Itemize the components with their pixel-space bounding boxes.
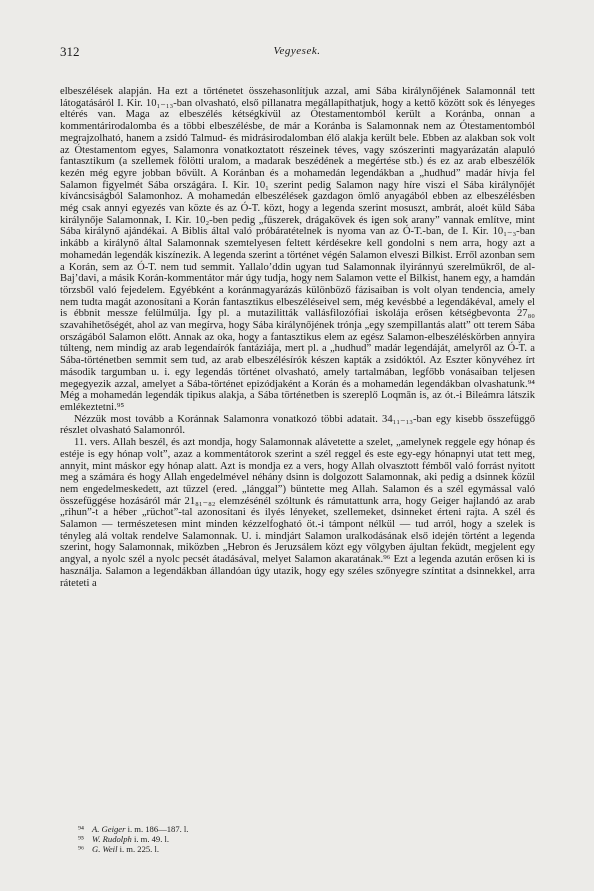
- footnote-ref: i. m. 225. l.: [117, 844, 160, 855]
- footnote: [78, 824, 518, 834]
- paragraph: 11. vers. Allah beszél, és azt mondja, hogy Salamonnak alávetette a szelet, „amelynek reggele egy hónap és estéje is egy hónap volt”, azaz a kommentátorok szerint a szél reggel és este egy-egy hónapnyi utat tett meg, annyit, mint máskor egy hónap alatt. Azt is mondja ez a vers, hogy Allah olvasztott fémből való forrást nyitott meg a számára és hogy Allah engedelmével néhány dsinn is dolgozott Salamonnak, aki pedig a dsinnek közül nem engedelmeskedett, azt tűzzel (ered. „lánggal”) büntette meg Allah. Salamon és a szél egymással való összefüggése hozásáról már 21₈₁₋₈₂ elemzésénél szóltunk és rámutattunk arra, hogy Geiger hajlandó az arab „rihun”-t a héber „rüchot”-tal azonosítani és ilyés lényeket, szellemeket, dsinneket érteni rajta. A szél és Salamon — természetesen mint minden kézzelfogható öt.-i támpont nélkül — tud arról, hogy a szelek is tényleg alá voltak rendelve Salamonnak. U. i. mindjárt Salamon uralkodásának első idején történt a legenda szerint, hogy Salamonnak, miközben „Hebron és Jeruzsálem közt egy völgyben ájultan feküdt, megjelent egy angyal, a nyolc szél a nyolc pecsét átadásával, melyet Salamon akaratának.⁹⁶ Ezt a legenda azután erősen ki is használja. Salamon a legendákban állandóan úgy utazik, hogy egy széles szőnyegre színtitat a dsinnekkel, arra ráteteti a: [60, 437, 535, 589]
- footnote-author: G. Weil: [92, 844, 118, 855]
- footnote-number: ⁹⁴: [78, 824, 84, 834]
- page-number: 312: [60, 44, 80, 59]
- footnotes: [78, 824, 518, 855]
- footnote: [78, 834, 518, 844]
- footnote-number: ⁹⁶: [78, 844, 84, 855]
- footnote-author: W. Rudolph: [92, 834, 132, 845]
- footnote-ref: i. m. 186—187. l.: [125, 824, 189, 834]
- footnote-number: ⁹⁵: [78, 834, 84, 845]
- footnote-ref: i. m. 49. l.: [131, 834, 170, 845]
- footnote: [78, 844, 518, 854]
- page-header: [60, 44, 534, 64]
- paragraph: Nézzük most tovább a Koránnak Salamonra vonatkozó többi adatait. 34₁₁₋₁₃-ban egy kisebb összefüggő részlet olvasható Salamonról.: [60, 413, 535, 437]
- paragraph: elbeszélések alapján. Ha ezt a történetet összehasonlítjuk azzal, ami Sába királynőjének Salamonnál tett látogatásáról I. Kir. 10₁₋₁₃-ban olvasható, első pillanatra megállapíthatjuk, hogy a kettő között sok és lényeges eltérés van. Maga az elbeszélés kétségkívül az Ótestamentomból került a Koránba, onnan a kommentárirodalomba és a többi elbeszélésbe, de már a Koránba is Salamonnak nem az Ótestamentomból megrajzolható, hanem a zsidó Talmud- és midrásirodalomban élő alakja került bele. Ebben az alakban sok volt az Ótestamentom egyes, Salamonra vonatkoztatott részeinek téves, vagy szószerinti magyarázatán alapuló fantasztikum (a szellemek fölötti uralom, a madarak beszédének a megértése stb.) és ez az arab elbeszélők kezén még egyre jobban bővült. A Koránban és a mohamedán legendákban a „hudhud” madár hívja fel Salamon figyelmét Sába országára. I. Kir. 10₁ szerint pedig Salamon nagy híre viszi el Sába királynőjét kíváncsiságból Salamonhoz. A mohamedán elbeszélések gazdagon ömlő anyagából ebben az elbeszélésben még csak annyi egyezés van közte és az Ó-T. közt, hogy a legenda szerint mosuszt, ambrát, aloét küld Sába királynője Salamonnak, I. Kir. 10₂-ben pedig „fűszerek, drágakövek és igen sok arany” vannak említve, mint Sába királynő ajándékai. A Biblis által való próbáratételnek is nyoma van az Ó-T.-ban, de I. Kir. 10₁₋₃-ban inkább a királynő által Salamonnak szemtelyesen feltett kérdésekre kell gondolni s nem arra, hogy azt a mohamedán legendák kiszínezik. A legenda szerint a történet végén Salamon elveszi Bilkist. Erről azonban sem a Korán, sem az Ó-T. nem tud semmit. Yallalo’ddin ugyan tud Salamonnak ilyiránnyú szerelmükről, de al-Baj’davi, a másik Korán-kommentátor már úgy tudja, hogy nem Salamon vette el Bilkist, hanem egy, a hamdán törzsből való fejedelem. Egyébként a koránmagyarázás különböző fázisaiban is volt olyan tendencia, amely nem tudta magát azonosítani a Korán fantasztikus elbeszéléseivel sem, még kevésbbé a legendákéval, amely el is ébbnit messze felülmúlja. Így pl. a mutazilitták vallásfilozófiai iskolája erősen kétségbevonta 27₈₀ szavahihetőségét, ahol az van megírva, hogy Sába királynőjének trónja „egy szempillantás alatt” ott terem Sába országából Salamon előtt. Annak az oka, hogy a fantasztikus elem az egész Salamon-elbeszéléskörben annyira túlteng, nem mindig az arab legendaírók fantáziája, mert pl. a „hudhud” madár legendáját, amelyről az Ó-T. a Sába-történetben semmit sem tud, az arab elbeszélésírók készen kapták a zsidóktól. Az Eszter könyvéhez írt második targumban u. i. egy legendás történet olvasható, amely tartalmában, legfőbb vonásaiban teljesen megegyezik azzal, amelyet a Sába-történet epizódjaként a Korán és a mohamedán legendákban olvashatunk.⁹⁴ Még a mohamedán legendák tipikus alakja, a Sába történetben is szereplő Loqmān is, az ót.-i Bileámra látszik emlékeztetni.⁹⁵: [60, 86, 535, 413]
- running-title: Vegyesek.: [273, 45, 321, 57]
- body-text: [60, 86, 535, 589]
- footnote-author: A. Geiger: [92, 824, 126, 834]
